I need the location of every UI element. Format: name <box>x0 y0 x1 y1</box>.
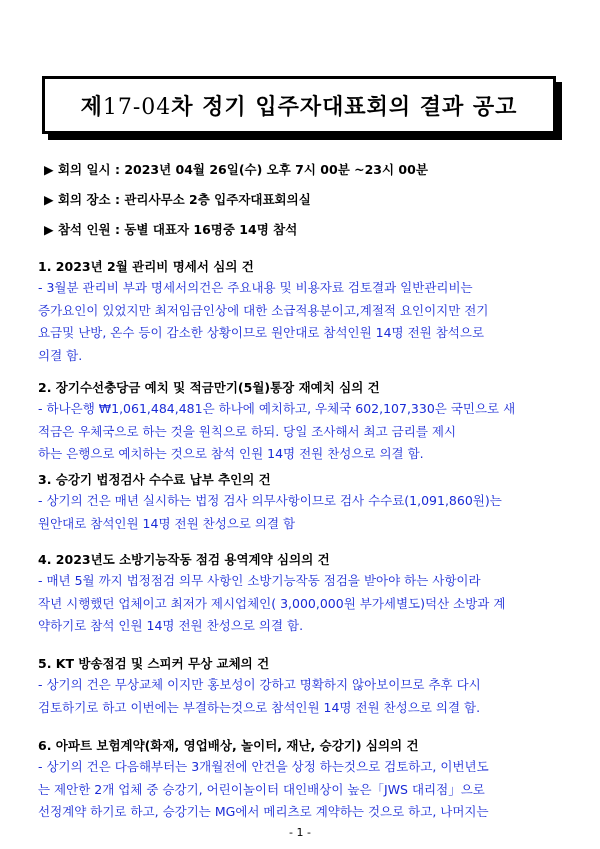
document-title <box>81 90 518 121</box>
agenda-section-3 <box>38 470 564 535</box>
section-line: 선정계약 하기로 하고, 승강기는 MG에서 메리츠로 계약하는 것으로 하고, 나머지는 <box>38 804 489 819</box>
title-number: 17-04 <box>102 94 172 120</box>
section-line: 는 제안한 2개 업체 중 승강기, 어린이놀이터 대인배상이 높은「JWS 대리점」으로 <box>38 781 485 797</box>
title-prefix: 제 <box>80 94 103 120</box>
section-body <box>38 490 564 535</box>
meeting-attendees: ▶ 참석 인원 : 동별 대표자 16명중 14명 참석 <box>44 222 298 237</box>
meeting-place: ▶ 회의 장소 : 관리사무소 2층 입주자대표회의실 <box>44 192 311 207</box>
section-body <box>38 756 564 824</box>
section-body <box>38 277 564 367</box>
agenda-section-4 <box>38 550 564 638</box>
section-line: - 하나은행 ₩1,061,484,481은 하나에 예치하고, 우체국 602,107,330은 국민으로 새 <box>38 401 516 416</box>
section-line: 하는 은행으로 예치하는 것으로 참석 인원 14명 전원 찬성으로 의결 함. <box>38 446 424 461</box>
agenda-section-2 <box>38 378 564 466</box>
section-body <box>38 674 564 719</box>
section-line: 증가요인이 있었지만 최저임금인상에 대한 소급적용분이고,계절적 요인이지만 전기 <box>38 302 489 318</box>
section-line: 검토하기로 하고 이번에는 부결하는것으로 참석인원 14명 전원 찬성으로 의결 함. <box>38 699 481 715</box>
section-line: - 상기의 건은 무상교체 이지만 홍보성이 강하고 명확하지 않아보이므로 추후 다시 <box>38 677 481 692</box>
agenda-section-6 <box>38 736 564 824</box>
section-line: - 상기의 건은 매년 실시하는 법정 검사 의무사항이므로 검사 수수료(1,091,860원)는 <box>38 493 502 508</box>
section-line: - 매년 5월 까지 법정점검 의무 사항인 소방기능작동 점검을 받아야 하는 사항이라 <box>38 573 481 588</box>
section-body <box>38 398 564 466</box>
section-title: 4. 2023년도 소방기능작동 점검 용역계약 심의의 건 <box>38 552 330 567</box>
section-line: 요금및 난방, 온수 등이 감소한 상황이므로 원안대로 참석인원 14명 전원 참석으로 <box>38 325 485 340</box>
section-line: - 상기의 건은 다음해부터는 3개월전에 안건을 상정 하는것으로 검토하고, 이번년도 <box>38 759 489 774</box>
section-title: 1. 2023년 2월 관리비 명세서 심의 건 <box>38 259 254 274</box>
title-box <box>42 76 556 134</box>
page-number: - 1 - <box>289 826 311 839</box>
section-body <box>38 570 564 638</box>
section-line: 원안대로 참석인원 14명 전원 찬성으로 의결 함 <box>38 515 296 531</box>
section-title: 6. 아파트 보험계약(화재, 영업배상, 놀이터, 재난, 승강기) 심의의 건 <box>38 738 419 753</box>
section-line: 작년 시행했던 업체이고 최저가 제시업체인( 3,000,000원 부가세별도)덕산 소방과 계 <box>38 595 506 611</box>
meeting-date: ▶ 회의 일시 : 2023년 04월 26일(수) 오후 7시 00분 ~23시 00분 <box>44 162 428 177</box>
section-title: 5. KT 방송점검 및 스피커 무상 교체의 건 <box>38 656 270 671</box>
section-line: 적금은 우체국으로 하는 것을 원칙으로 하되. 당일 조사해서 최고 금리를 제시 <box>38 423 457 439</box>
title-rest: 차 정기 입주자대표회의 결과 공고 <box>171 94 518 120</box>
section-title: 2. 장기수선충당금 예치 및 적금만기(5월)통장 재예치 심의 건 <box>38 380 380 395</box>
agenda-section-5 <box>38 654 564 719</box>
section-line: 의결 함. <box>38 347 83 363</box>
section-line: - 3월분 관리비 부과 명세서의건은 주요내용 및 비용자료 검토결과 일반관리비는 <box>38 280 473 295</box>
section-title: 3. 승강기 법정검사 수수료 납부 추인의 건 <box>38 472 271 487</box>
section-line: 약하기로 참석 인원 14명 전원 찬성으로 의결 함. <box>38 618 304 633</box>
agenda-section-1 <box>38 257 564 367</box>
